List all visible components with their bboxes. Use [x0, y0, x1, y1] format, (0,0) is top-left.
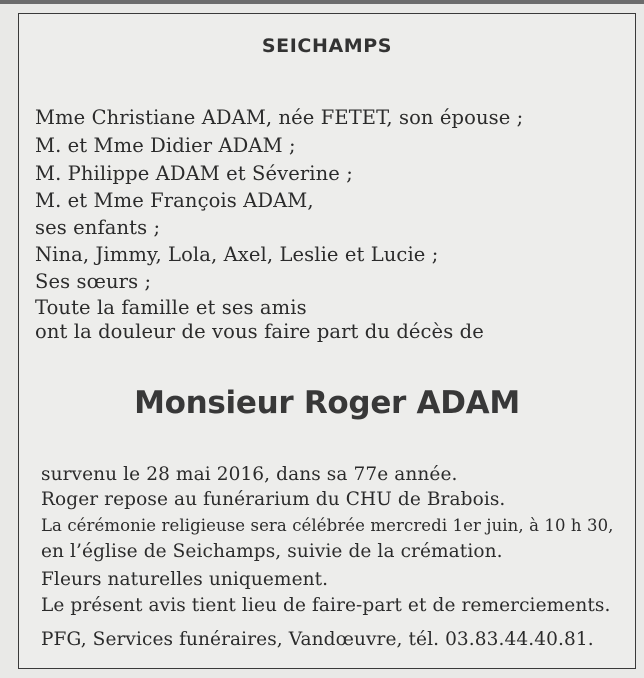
family-line-son-philippe: M. Philippe ADAM et Séverine ; — [35, 162, 353, 185]
detail-line-acknowledgement: Le présent avis tient lieu de faire-part et de remerciements. — [41, 595, 611, 616]
family-line-spouse: Mme Christiane ADAM, née FETET, son épouse ; — [35, 106, 524, 129]
family-line-announcement: ont la douleur de vous faire part du décès de — [35, 320, 484, 343]
family-line-son-francois: M. et Mme François ADAM, — [35, 189, 314, 212]
family-line-sisters: Ses sœurs ; — [35, 270, 152, 293]
deceased-name: Monsieur Roger ADAM — [134, 385, 520, 421]
obituary-notice — [18, 13, 636, 669]
family-line-grandchildren: Nina, Jimmy, Lola, Axel, Leslie et Lucie ; — [35, 243, 439, 266]
family-line-children: ses enfants ; — [35, 216, 161, 239]
detail-line-ceremony: La cérémonie religieuse sera célébrée mercredi 1er juin, à 10 h 30, — [41, 516, 614, 535]
page-top-edge — [0, 0, 644, 4]
family-line-family-friends: Toute la famille et ses amis — [35, 296, 307, 319]
family-line-son-didier: M. et Mme Didier ADAM ; — [35, 134, 296, 157]
detail-line-funerarium: Roger repose au funérarium du CHU de Brabois. — [41, 489, 506, 510]
detail-line-flowers: Fleurs naturelles uniquement. — [41, 569, 329, 590]
funeral-home-line: PFG, Services funéraires, Vandœuvre, tél. 03.83.44.40.81. — [41, 629, 594, 650]
detail-line-date: survenu le 28 mai 2016, dans sa 77e année. — [41, 464, 458, 485]
town-heading: SEICHAMPS — [261, 35, 393, 57]
detail-line-church: en l’église de Seichamps, suivie de la crémation. — [41, 541, 503, 562]
